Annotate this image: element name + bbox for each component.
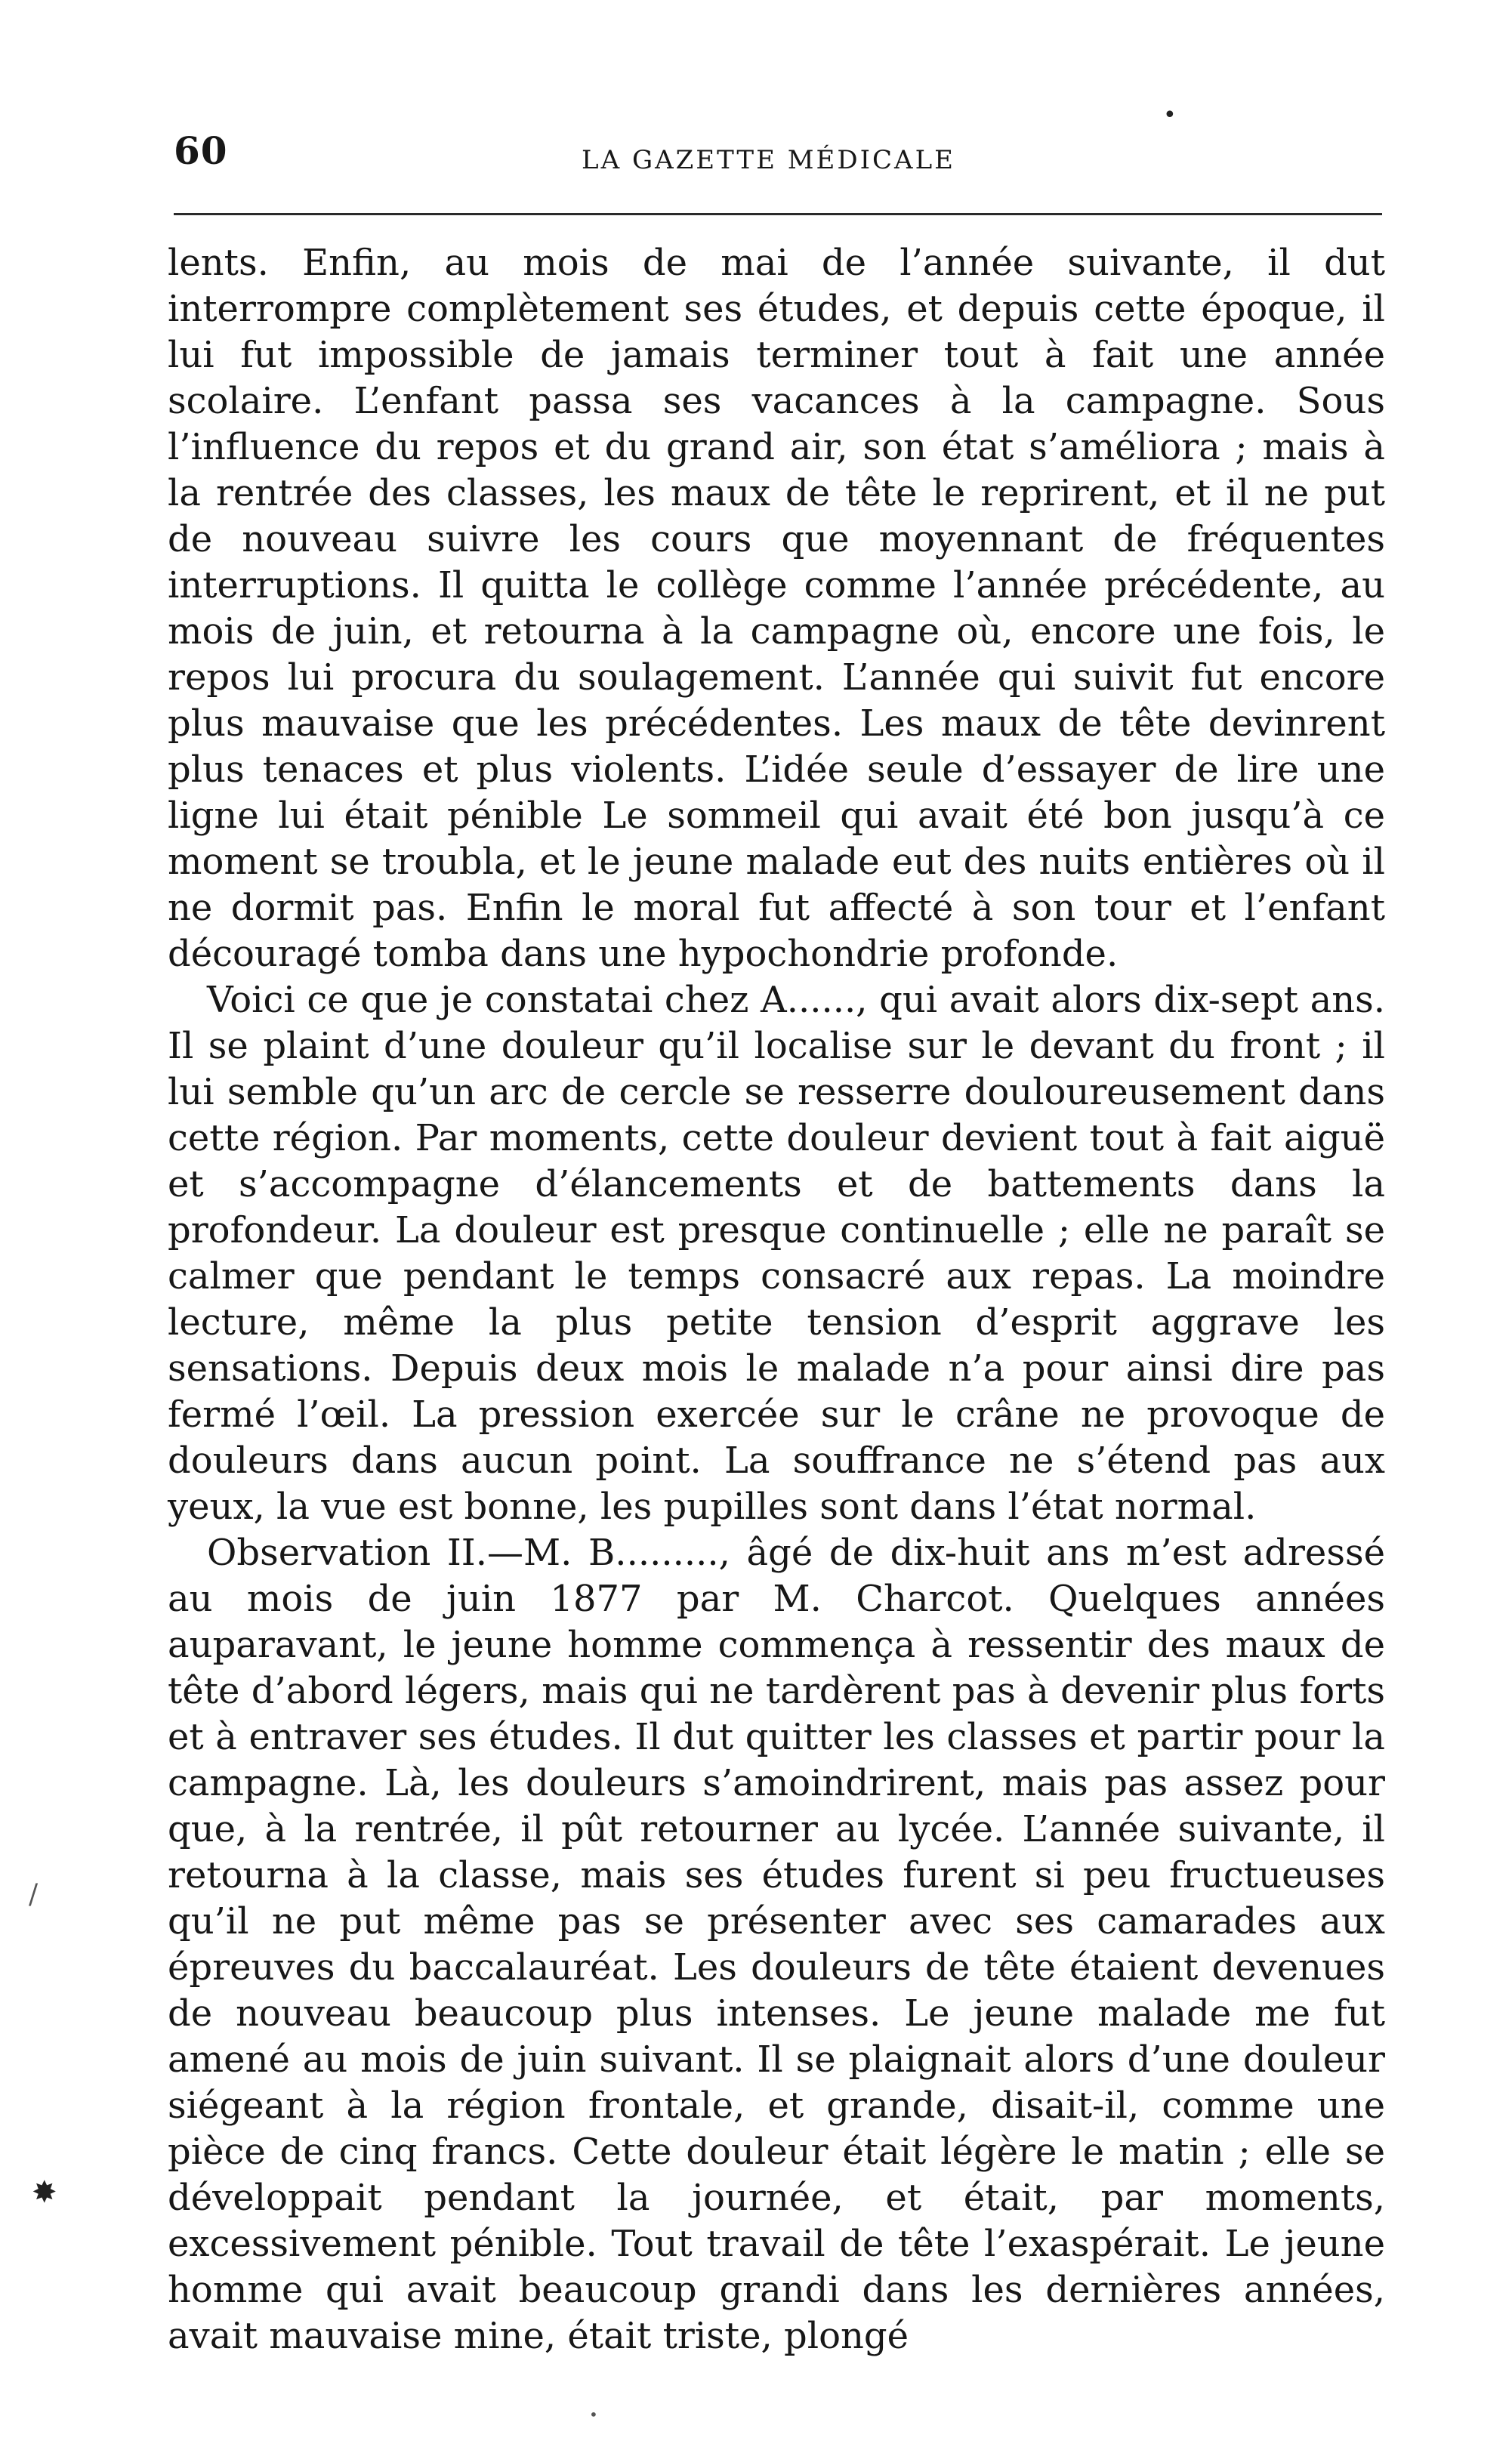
- paragraph-continuation: lents. Enfin, au mois de mai de l’année suivante, il dut interrompre complètement ses études, et depuis cette époque, il lui fut impossible de jamais terminer tout à fait une année scolaire. L’enfant passa ses vacances à la campagne. Sous l’influence du repos et du grand air, son état s’améliora ; mais à la rentrée des classes, les maux de tête le reprirent, et il ne put de nouveau suivre les cours que moyennant de fréquentes interruptions. Il quitta le collège comme l’année précédente, au mois de juin, et retourna à la campagne où, encore une fois, le repos lui procura du soulagement. L’année qui suivit fut encore plus mauvaise que les précédentes. Les maux de tête devinrent plus tenaces et plus violents. L’idée seule d’essayer de lire une ligne lui était pénible Le sommeil qui avait été bon jusqu’à ce moment se troubla, et le jeune malade eut des nuits entières où il ne dormit pas. Enfin le moral fut affecté à son tour et l’enfant découragé tomba dans une hypochondrie profonde.: [168, 242, 1385, 975]
- page-header: [174, 128, 1382, 189]
- scan-speck: •: [1163, 102, 1177, 128]
- paragraph-examination: Voici ce que je constatai chez A......, qui avait alors dix-sept ans. Il se plaint d’une douleur qu’il localise sur le devant du front ; il lui semble qu’un arc de cercle se resserre douloureusement dans cette région. Par moments, cette douleur devient tout à fait aiguë et s’accompagne d’élancements et de battements dans la profondeur. La douleur est presque continuelle ; elle ne paraît se calmer que pendant le temps consacré aux repas. La moindre lecture, même la plus petite tension d’esprit aggrave les sensations. Depuis deux mois le malade n’a pour ainsi dire pas fermé l’œil. La pression exercée sur le crâne ne provoque de douleurs dans aucun point. La souffrance ne s’étend pas aux yeux, la vue est bonne, les pupilles sont dans l’état normal.: [168, 979, 1385, 1528]
- scan-speck: •: [589, 2405, 598, 2424]
- paragraph-observation-ii: Observation II.—M. B........., âgé de dix-huit ans m’est adressé au mois de juin 1877 par M. Charcot. Quelques années auparavant, le jeune homme commença à ressentir des maux de tête d’abord légers, mais qui ne tardèrent pas à devenir plus forts et à entraver ses études. Il dut quitter les classes et partir pour la campagne. Là, les douleurs s’amoindrirent, mais pas assez pour que, à la rentrée, il pût retourner au lycée. L’année suivante, il retourna à la classe, mais ses études furent si peu fructueuses qu’il ne put même pas se présenter avec ses camarades aux épreuves du baccalauréat. Les douleurs de tête étaient devenues de nouveau beaucoup plus intenses. Le jeune malade me fut amené au mois de juin suivant. Il se plaignait alors d’une douleur siégeant à la région frontale, et grande, disait-il, comme une pièce de cinq francs. Cette douleur était légère le matin ; elle se développait pendant la journée, et était, par moments, excessivement pénible. Tout travail de tête l’exaspérait. Le jeune homme qui avait beaucoup grandi dans les dernières années, avait mauvaise mine, était triste, plongé: [168, 1532, 1385, 2357]
- ink-blot: ✸: [32, 2175, 57, 2210]
- running-title: LA GAZETTE MÉDICALE: [582, 145, 955, 175]
- header-rule: [174, 213, 1382, 215]
- margin-mark: /: [29, 1879, 39, 1910]
- body-text: [168, 240, 1385, 2359]
- page-number: 60: [174, 128, 228, 173]
